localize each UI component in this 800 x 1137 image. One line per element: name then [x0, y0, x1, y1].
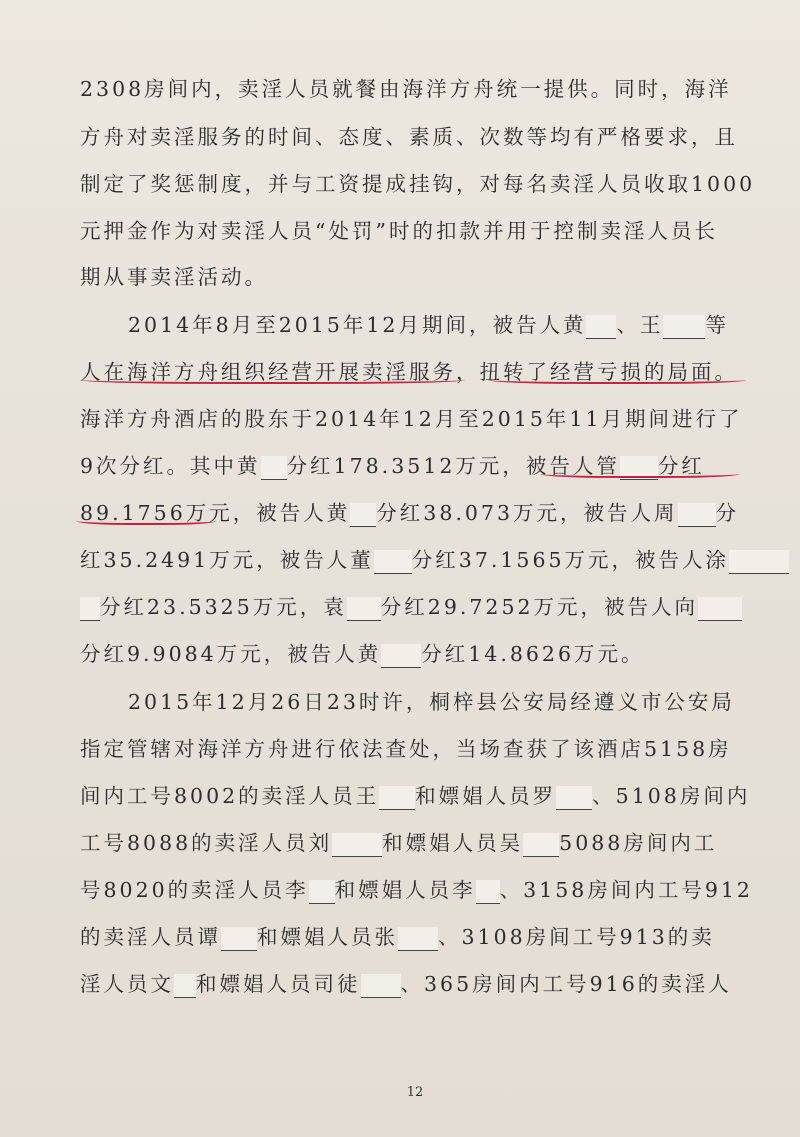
redaction-mask: [729, 550, 789, 574]
redaction-mask: [347, 597, 381, 621]
text-seg: 分红37.1565万元，被告人涂: [411, 548, 730, 572]
text-seg: 89.1756万元，被告人黄: [80, 501, 351, 525]
text-seg: 5088房间内工: [559, 831, 718, 855]
text-seg: 、王: [616, 313, 664, 337]
text-seg: 的卖淫人员谭: [80, 925, 221, 949]
redaction-mask: [261, 456, 287, 480]
text-seg: 等: [705, 313, 729, 337]
redaction-mask: [698, 597, 742, 621]
text-seg: 分红9.9084万元，被告人黄: [80, 642, 382, 666]
text-seg: 分红38.073万元，被告人周: [376, 501, 678, 525]
redaction-mask: [309, 880, 335, 904]
redaction-mask: [361, 974, 401, 998]
redaction-mask: [174, 974, 196, 998]
text-seg: 和嫖娼人员罗: [415, 784, 557, 808]
text-seg: 分红29.7252万元，被告人向: [380, 595, 699, 619]
text-line-8: 海洋方舟酒店的股东于2014年12月至2015年11月期间进行了: [80, 407, 743, 431]
text-seg: 号8020的卖淫人员李: [80, 878, 309, 902]
text-seg: 和嫖娼人员司徒: [196, 972, 361, 996]
text-seg: 间内工号8002的卖淫人员王: [80, 784, 380, 808]
text-line-7: 人在海洋方舟组织经营开展卖淫服务，扭转了经营亏损的局面。: [80, 360, 738, 384]
text-seg: 、365房间内工号916的卖淫人: [400, 972, 732, 996]
text-line-20: [80, 967, 732, 998]
text-line-17: [80, 826, 717, 857]
red-underline: [540, 468, 740, 478]
text-line-5: 期从事卖淫活动。: [80, 265, 268, 289]
redaction-mask: [381, 644, 421, 668]
redaction-mask: [221, 927, 257, 951]
text-seg: 和嫖娼人员吴: [382, 831, 524, 855]
text-seg: 淫人员文: [80, 972, 174, 996]
redaction-mask: [663, 315, 705, 339]
redaction-mask: [332, 833, 382, 857]
text-seg: 、5108房间内: [592, 784, 751, 808]
red-underline: [80, 374, 465, 384]
text-seg: 红35.2491万元，被告人董: [80, 548, 374, 572]
text-line-1: 2308房间内，卖淫人员就餐由海洋方舟统一提供。同时，海洋: [80, 77, 732, 101]
text-seg: 分: [715, 501, 740, 525]
text-seg: 、3158房间内工号912: [499, 878, 753, 902]
redaction-mask: [586, 315, 616, 339]
text-line-18: [80, 873, 753, 904]
text-line-12: [80, 590, 742, 621]
text-line-6: [128, 308, 729, 339]
text-seg: 2014年8月至2015年12月期间，被告人黄: [128, 313, 587, 337]
redaction-mask: [379, 786, 415, 810]
text-line-15: 指定管辖对海洋方舟进行依法查处，当场查获了该酒店5158房: [80, 737, 732, 761]
text-seg: 和嫖娼人员张: [257, 925, 398, 949]
red-underline: [488, 374, 746, 384]
redaction-mask: [374, 550, 412, 574]
text-seg: 分红14.8626万元。: [421, 642, 645, 666]
redaction-mask: [556, 786, 592, 810]
text-seg: 和嫖娼人员李: [334, 878, 476, 902]
redaction-mask: [350, 503, 376, 527]
redaction-mask: [476, 880, 500, 904]
red-underline: [76, 515, 216, 525]
text-seg: 、3108房间工号913的卖: [438, 925, 715, 949]
text-line-2: 方舟对卖淫服务的时间、态度、素质、次数等均有严格要求，且: [80, 125, 738, 149]
text-seg: 分红23.5325万元，袁: [100, 595, 347, 619]
text-seg: 工号8088的卖淫人员刘: [80, 831, 333, 855]
page-number: 12: [406, 1085, 424, 1100]
text-line-4: 元押金作为对卖淫人员“处罚”时的扣款并用于控制卖淫人员长: [80, 219, 718, 243]
text-line-3: 制定了奖惩制度，并与工资提成挂钩，对每名卖淫人员收取1000: [80, 172, 756, 196]
text-seg: 分红: [657, 454, 705, 478]
redaction-mask: [678, 503, 716, 527]
redaction-mask: [398, 927, 438, 951]
text-line-11: [80, 543, 789, 574]
text-seg: 分红178.3512万元，被告人管: [286, 454, 620, 478]
redaction-mask: [80, 597, 100, 621]
text-line-14: 2015年12月26日23时许，桐梓县公安局经遵义市公安局: [128, 690, 735, 714]
text-line-16: [80, 779, 750, 810]
redaction-mask: [523, 833, 559, 857]
text-line-19: [80, 920, 715, 951]
text-line-13: [80, 637, 645, 668]
text-seg: 9次分红。其中黄: [80, 454, 261, 478]
